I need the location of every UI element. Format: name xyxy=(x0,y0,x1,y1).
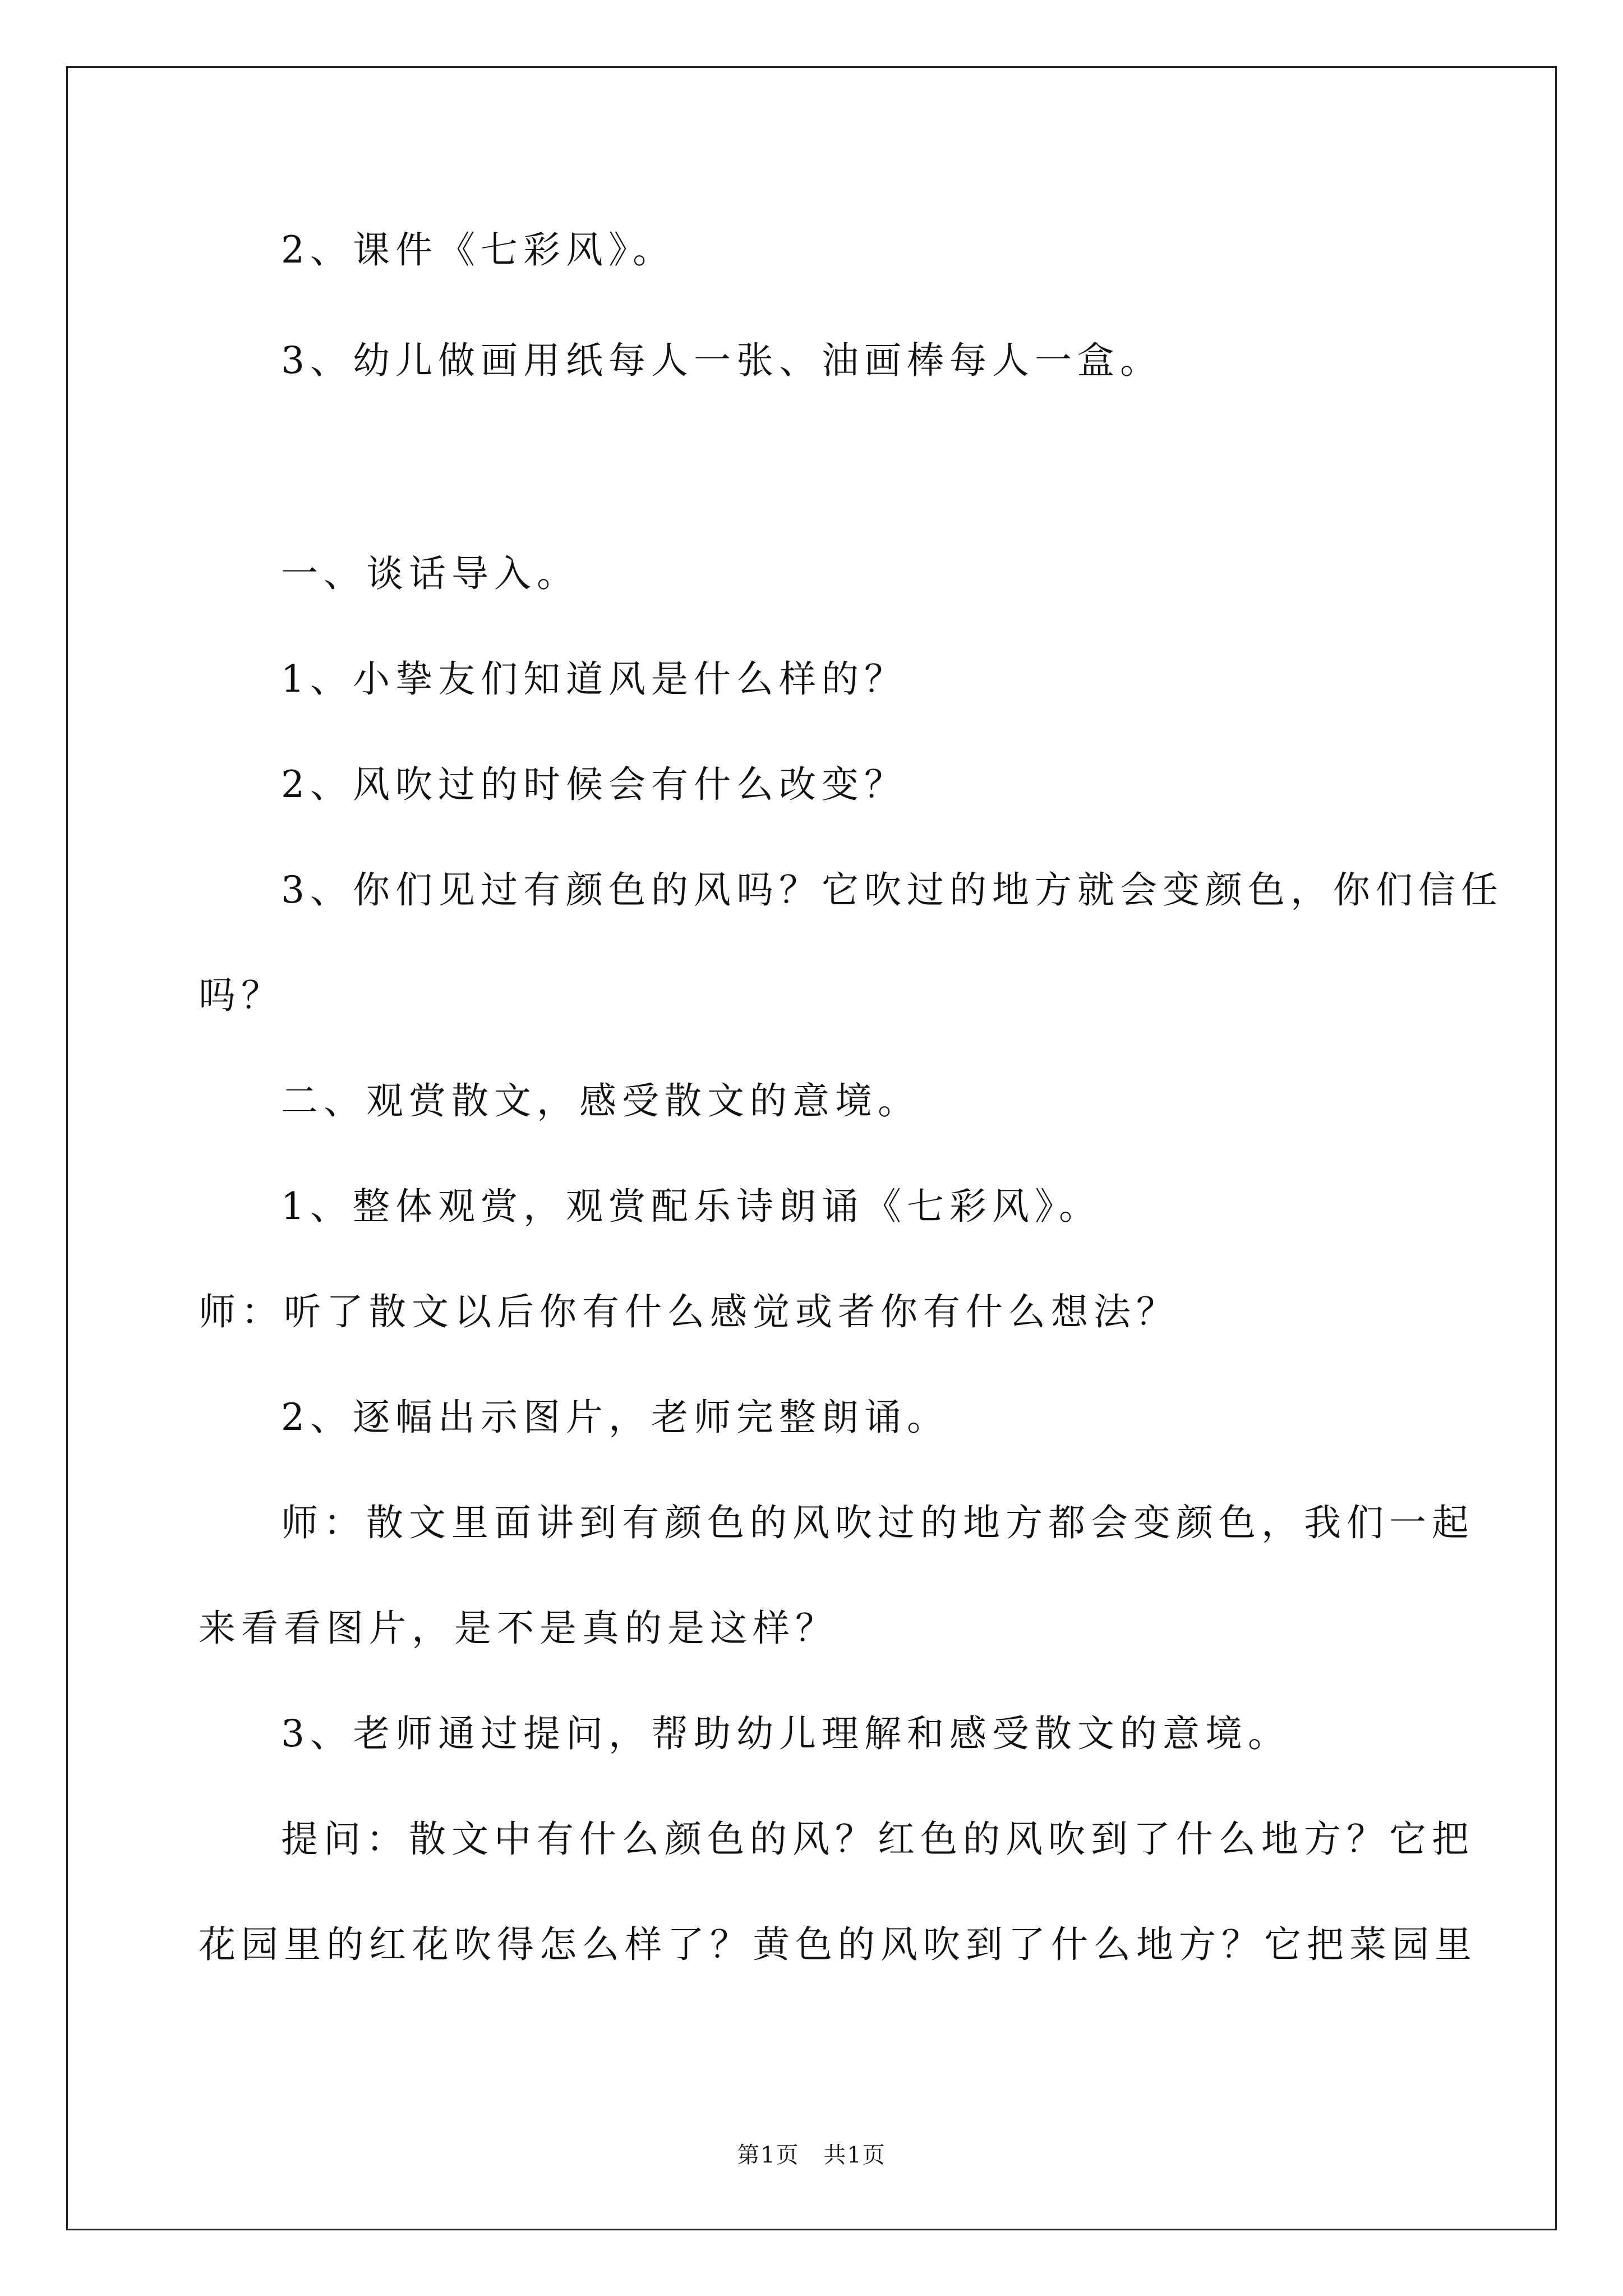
text-line: 2、风吹过的时候会有什么改变？ xyxy=(281,763,907,806)
text-line: 1、小挚友们知道风是什么样的？ xyxy=(281,657,907,701)
text-line: 花园里的红花吹得怎么样了？黄色的风吹到了什么地方？它把菜园里 xyxy=(199,1923,1477,1966)
text-line: 二、观赏散文，感受散文的意境。 xyxy=(281,1079,920,1122)
text-line: 提问：散文中有什么颜色的风？红色的风吹到了什么地方？它把 xyxy=(281,1818,1474,1861)
text-line: 来看看图片，是不是真的是这样？ xyxy=(199,1607,838,1650)
text-line: 3、你们见过有颜色的风吗？它吹过的地方就会变颜色，你们信任 xyxy=(281,868,1504,912)
page-number: 第1页 xyxy=(737,2142,800,2168)
text-line: 2、课件《七彩风》。 xyxy=(281,228,675,272)
text-line: 2、逐幅出示图片，老师完整朗诵。 xyxy=(281,1396,949,1439)
text-line: 1、整体观赏，观赏配乐诗朗诵《七彩风》。 xyxy=(281,1185,1101,1228)
page-border xyxy=(66,66,1557,2230)
text-line: 3、老师通过提问，帮助幼儿理解和感受散文的意境。 xyxy=(281,1712,1290,1755)
page-footer xyxy=(0,2137,1623,2169)
text-line: 师：听了散文以后你有什么感觉或者你有什么想法？ xyxy=(199,1290,1179,1333)
text-line: 一、谈话导入。 xyxy=(281,552,579,595)
text-line: 师：散文里面讲到有颜色的风吹过的地方都会变颜色，我们一起 xyxy=(281,1501,1474,1544)
text-line: 吗？ xyxy=(199,974,284,1017)
text-line: 3、幼儿做画用纸每人一张、油画棒每人一盒。 xyxy=(281,339,1163,382)
page-total: 共1页 xyxy=(823,2142,886,2168)
